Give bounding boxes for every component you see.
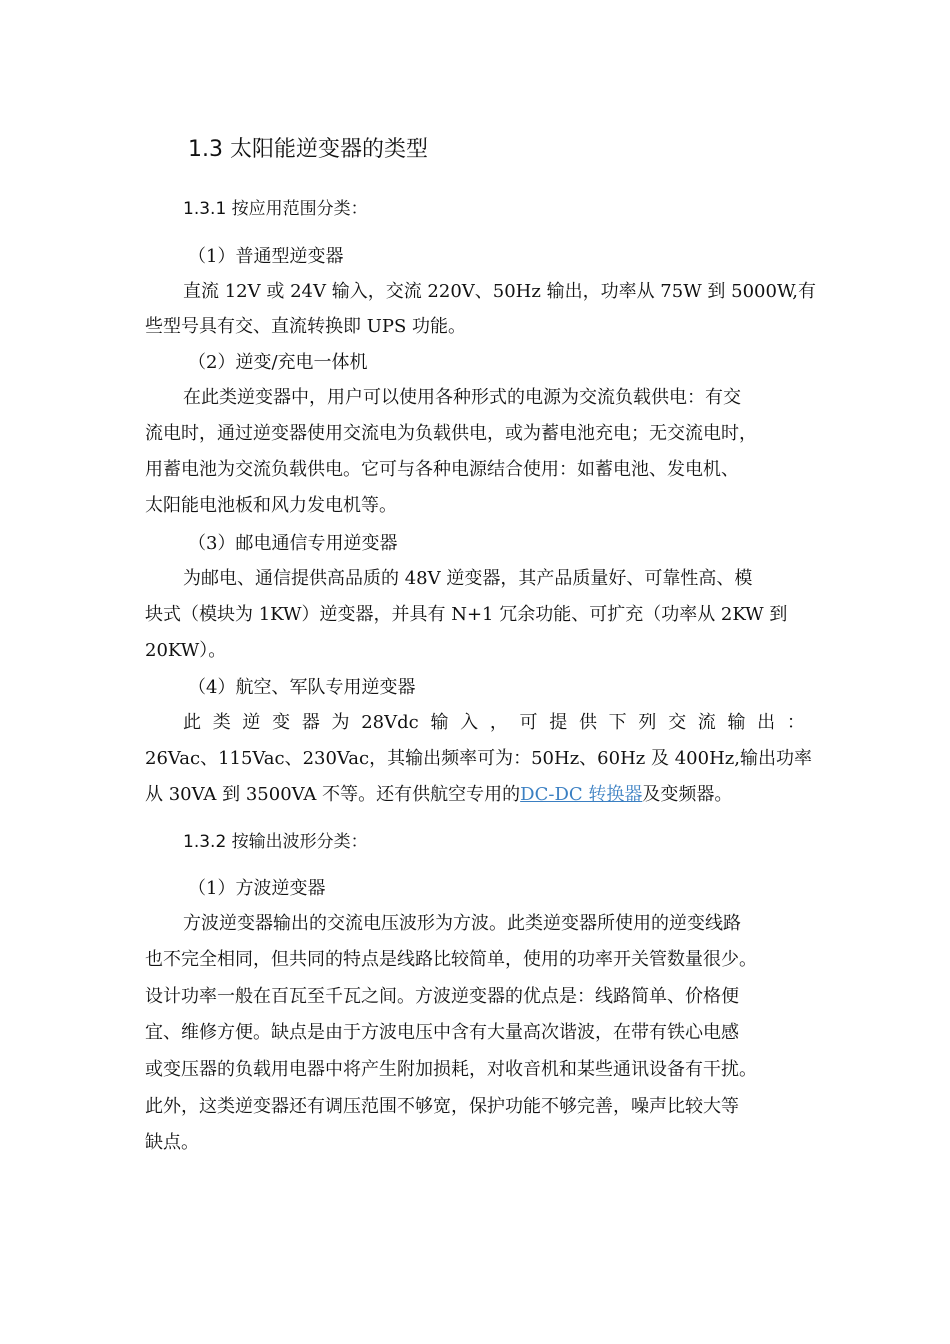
justified-word: 交 [668, 712, 687, 733]
dc-dc-converter-link[interactable]: DC-DC 转换器 [520, 784, 643, 805]
justified-word: 流 [697, 712, 716, 733]
line-text-after-link: 及变频器。 [642, 784, 733, 805]
paragraph-line: 设计功率一般在百瓦至千瓦之间。方波逆变器的优点是：线路简单、价格便 [145, 986, 739, 1007]
justified-word: 入 [460, 712, 479, 733]
justified-word: 为 [331, 712, 350, 733]
paragraph-line: 宜、维修方便。缺点是由于方波电压中含有大量高次谐波，在带有铁心电感 [145, 1022, 739, 1043]
justified-word: 出 [757, 712, 776, 733]
justified-word: 提 [549, 712, 568, 733]
paragraph-line-with-link [145, 782, 805, 808]
item-title: （2）逆变/充电一体机 [188, 352, 368, 373]
paragraph-line: 或变压器的负载用电器中将产生附加损耗，对收音机和某些通讯设备有干扰。 [145, 1059, 757, 1080]
justified-word: 输 [727, 712, 746, 733]
item-title: （3）邮电通信专用逆变器 [188, 533, 398, 554]
paragraph-line: 在此类逆变器中，用户可以使用各种形式的电源为交流负载供电：有交 [183, 387, 741, 408]
paragraph-line: 方波逆变器输出的交流电压波形为方波。此类逆变器所使用的逆变线路 [183, 913, 741, 934]
paragraph-line: 些型号具有交、直流转换即 UPS 功能。 [145, 316, 467, 337]
paragraph-line: 此外，这类逆变器还有调压范围不够宽，保护功能不够完善，噪声比较大等 [145, 1096, 739, 1117]
paragraph-line: 20KW）。 [145, 640, 227, 661]
paragraph-line: 直流 12V 或 24V 输入，交流 220V、50Hz 输出，功率从 75W 到 5000W,有 [183, 281, 817, 302]
subsection-heading: 1.3.1 按应用范围分类： [183, 199, 368, 219]
item-title: （1）普通型逆变器 [188, 246, 344, 267]
justified-word: 下 [608, 712, 627, 733]
justified-word: ： [786, 712, 805, 733]
justified-word: 变 [272, 712, 291, 733]
paragraph-line: 缺点。 [145, 1132, 199, 1153]
justified-word: 此 [183, 712, 201, 733]
justified-line [183, 710, 805, 736]
paragraph-line: 流电时，通过逆变器使用交流电为负载供电，或为蓄电池充电；无交流电时， [145, 423, 757, 444]
justified-word: 供 [578, 712, 597, 733]
justified-word: 类 [212, 712, 231, 733]
justified-word: 列 [638, 712, 657, 733]
item-title: （1）方波逆变器 [188, 878, 326, 899]
paragraph-line: 也不完全相同，但共同的特点是线路比较简单，使用的功率开关管数量很少。 [145, 949, 757, 970]
paragraph-line: 块式（模块为 1KW）逆变器，并具有 N+1 冗余功能、可扩充（功率从 2KW 到 [145, 604, 788, 625]
justified-word: ， [489, 712, 508, 733]
line-text-before-link: 从 30VA 到 3500VA 不等。还有供航空专用的 [145, 784, 521, 805]
justified-word: 可 [519, 712, 538, 733]
paragraph-line: 用蓄电池为交流负载供电。它可与各种电源结合使用：如蓄电池、发电机、 [145, 459, 739, 480]
justified-word: 逆 [242, 712, 261, 733]
paragraph-line: 26Vac、115Vac、230Vac，其输出频率可为：50Hz、60Hz 及 400Hz,输出功率 [145, 748, 812, 769]
justified-word: 输 [430, 712, 449, 733]
subsection-heading: 1.3.2 按输出波形分类： [183, 832, 368, 852]
section-title: 1.3 太阳能逆变器的类型 [188, 137, 428, 162]
item-title: （4）航空、军队专用逆变器 [188, 677, 416, 698]
paragraph-line: 太阳能电池板和风力发电机等。 [145, 495, 397, 516]
justified-word: 器 [301, 712, 320, 733]
justified-word: 28Vdc [361, 712, 419, 733]
paragraph-line: 为邮电、通信提供高品质的 48V 逆变器，其产品质量好、可靠性高、模 [183, 568, 753, 589]
